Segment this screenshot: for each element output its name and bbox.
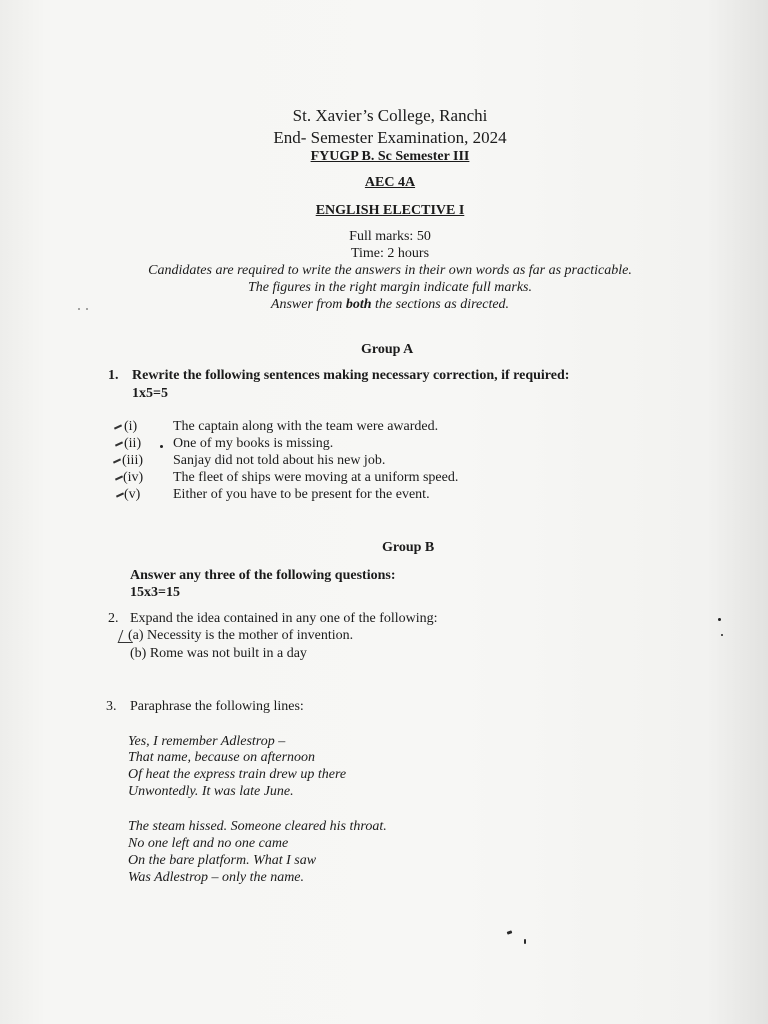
question-2-text: Expand the idea contained in any one of the following: xyxy=(130,611,438,626)
check-mark-icon xyxy=(114,424,122,429)
program-title: FYUGP B. Sc Semester III xyxy=(310,149,470,164)
question-1-text: Rewrite the following sentences making necessary correction, if required: xyxy=(132,368,570,383)
poem-line: That name, because on afternoon xyxy=(128,750,316,765)
poem-line: Was Adlestrop – only the name. xyxy=(128,870,305,885)
poem-line: No one left and no one came xyxy=(128,836,289,851)
poem-line: The steam hissed. Someone cleared his throat. xyxy=(128,819,387,834)
item-number: (ii) xyxy=(124,436,142,451)
question-3-number: 3. xyxy=(106,699,117,714)
poem-line: Unwontedly. It was late June. xyxy=(128,784,294,799)
instruction-line-3-start: Answer from xyxy=(270,297,346,312)
question-3-text: Paraphrase the following lines: xyxy=(130,699,304,714)
poem-line: Yes, I remember Adlestrop – xyxy=(128,734,286,749)
instruction-line-1: Candidates are required to write the answers in their own words as far as practicable. xyxy=(148,263,632,278)
question-2-option-a: (a) Necessity is the mother of invention. xyxy=(128,628,354,643)
ink-dot xyxy=(721,634,723,636)
instruction-line-2: The figures in the right margin indicate full marks. xyxy=(247,280,532,295)
instruction-line-3-emphasis: both xyxy=(345,297,372,312)
college-name: St. Xavier’s College, Ranchi xyxy=(292,106,488,125)
question-3 xyxy=(106,699,304,715)
ink-smudge xyxy=(86,308,88,310)
check-mark-icon xyxy=(115,441,123,446)
group-b-marks: 15x3=15 xyxy=(130,585,180,600)
exam-title: End- Semester Examination, 2024 xyxy=(273,128,507,147)
item-number: (i) xyxy=(124,419,138,434)
item-sentence: Sanjay did not told about his new job. xyxy=(173,453,386,468)
item-sentence: Either of you have to be present for the event. xyxy=(173,487,430,502)
question-2-number: 2. xyxy=(108,611,119,626)
poem-line: On the bare platform. What I saw xyxy=(128,853,317,868)
group-b-instruction: Answer any three of the following questions: xyxy=(130,568,396,583)
full-marks: Full marks: 50 xyxy=(349,229,431,244)
group-a-title: Group A xyxy=(361,342,414,357)
question-1-marks: 1x5=5 xyxy=(132,386,168,401)
check-mark-icon xyxy=(116,492,124,497)
item-sentence: The fleet of ships were moving at a uniform speed. xyxy=(173,470,459,485)
check-mark-icon xyxy=(115,475,123,480)
instruction-line-3-end: the sections as directed. xyxy=(371,297,510,312)
group-b-title: Group B xyxy=(382,540,435,555)
instruction-line-3 xyxy=(0,297,768,313)
ink-dot xyxy=(160,445,163,448)
check-mark-icon xyxy=(113,458,121,463)
item-number: (iii) xyxy=(122,453,143,468)
poem-line: Of heat the express train drew up there xyxy=(128,767,347,782)
ink-smudge xyxy=(524,939,526,944)
ink-smudge xyxy=(507,930,513,935)
subject-title: ENGLISH ELECTIVE I xyxy=(315,203,465,218)
exam-time: Time: 2 hours xyxy=(350,246,430,261)
course-code: AEC 4A xyxy=(364,175,416,190)
item-number: (v) xyxy=(124,487,141,502)
question-2-option-b: (b) Rome was not built in a day xyxy=(130,646,307,661)
question-1 xyxy=(108,368,569,384)
ink-dot xyxy=(718,618,721,621)
question-2 xyxy=(108,611,438,627)
item-number: (iv) xyxy=(123,470,144,485)
ink-smudge xyxy=(78,308,80,310)
item-sentence: One of my books is missing. xyxy=(173,436,334,451)
question-1-number: 1. xyxy=(108,368,119,383)
item-sentence: The captain along with the team were awarded. xyxy=(173,419,439,434)
